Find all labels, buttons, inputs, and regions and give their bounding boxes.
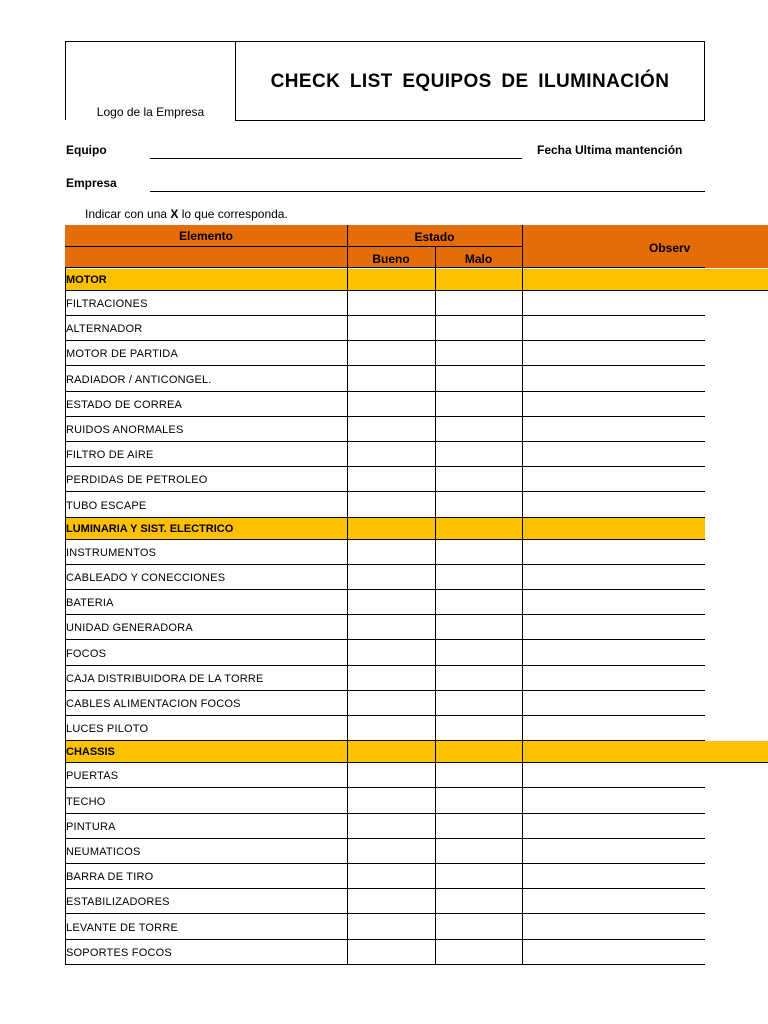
cell-bueno[interactable] — [348, 540, 435, 564]
table-row — [65, 839, 705, 864]
row-element-label: FOCOS — [66, 647, 107, 660]
row-element-label: PUERTAS — [66, 770, 119, 783]
cell-observ[interactable] — [523, 417, 705, 441]
cell-observ[interactable] — [523, 864, 705, 888]
cell-observ[interactable] — [523, 814, 705, 838]
table-row — [65, 814, 705, 839]
row-element-label: PINTURA — [66, 820, 116, 833]
table-row — [65, 691, 705, 716]
row-element-label: TECHO — [66, 795, 106, 808]
cell-malo[interactable] — [436, 666, 522, 690]
equipo-label: Equipo — [66, 143, 107, 157]
cell-bueno[interactable] — [348, 839, 435, 863]
cell-observ[interactable] — [523, 641, 705, 665]
row-element-label: LUCES PILOTO — [66, 723, 149, 736]
cell-observ[interactable] — [523, 666, 705, 690]
table-row — [65, 889, 705, 914]
row-element-label: ESTADO DE CORREA — [66, 398, 183, 411]
table-row — [65, 417, 705, 442]
cell-observ[interactable] — [523, 615, 705, 639]
cell-malo[interactable] — [436, 417, 522, 441]
empresa-field[interactable] — [150, 191, 705, 192]
cell-malo[interactable] — [436, 940, 522, 964]
section-title: MOTOR — [66, 274, 107, 286]
header-bottom-rule — [235, 120, 705, 121]
cell-bueno[interactable] — [348, 666, 435, 690]
row-element-label: TUBO ESCAPE — [66, 499, 147, 512]
grid-vline — [347, 268, 348, 965]
col-observ-header: Observ — [649, 241, 691, 255]
cell-observ[interactable] — [523, 341, 705, 365]
row-element-label: PERDIDAS DE PETROLEO — [66, 474, 208, 487]
section-row — [65, 518, 705, 540]
cell-bueno[interactable] — [348, 615, 435, 639]
table-row — [65, 467, 705, 492]
cell-bueno[interactable] — [348, 814, 435, 838]
table-row — [65, 493, 705, 518]
cell-observ[interactable] — [523, 565, 705, 589]
table-row — [65, 291, 705, 316]
row-element-label: RADIADOR / ANTICONGEL. — [66, 373, 212, 386]
table-row — [65, 915, 705, 940]
grid-vline — [65, 268, 66, 965]
cell-observ[interactable] — [523, 940, 705, 964]
cell-malo[interactable] — [436, 641, 522, 665]
col-bueno-header: Bueno — [372, 252, 410, 266]
table-row — [65, 864, 705, 889]
row-element-label: ALTERNADOR — [66, 323, 143, 336]
header-vline-1 — [347, 225, 348, 268]
cell-malo[interactable] — [436, 493, 522, 517]
empresa-label: Empresa — [66, 176, 117, 190]
cell-observ[interactable] — [523, 691, 705, 715]
table-row — [65, 716, 705, 741]
cell-malo[interactable] — [436, 716, 522, 740]
cell-bueno[interactable] — [348, 940, 435, 964]
section-row — [65, 269, 768, 291]
row-element-label: FILTRACIONES — [66, 298, 148, 310]
cell-malo[interactable] — [436, 864, 522, 888]
cell-bueno[interactable] — [348, 341, 435, 365]
cell-bueno[interactable] — [348, 291, 435, 315]
cell-malo[interactable] — [436, 341, 522, 365]
cell-malo[interactable] — [436, 789, 522, 813]
grid-vline — [435, 268, 436, 965]
cell-malo[interactable] — [436, 291, 522, 315]
row-element-label: BARRA DE TIRO — [66, 871, 154, 884]
cell-bueno[interactable] — [348, 467, 435, 491]
cell-bueno[interactable] — [348, 716, 435, 740]
cell-bueno[interactable] — [348, 864, 435, 888]
row-element-label: MOTOR DE PARTIDA — [66, 348, 178, 361]
cell-bueno[interactable] — [348, 493, 435, 517]
cell-bueno[interactable] — [348, 641, 435, 665]
table-row — [65, 565, 705, 590]
grid-vline — [522, 268, 523, 965]
cell-malo[interactable] — [436, 615, 522, 639]
header-divider — [65, 246, 522, 247]
cell-observ[interactable] — [523, 889, 705, 913]
cell-observ[interactable] — [523, 839, 705, 863]
instruction-text: Indicar con una X lo que corresponda. — [85, 207, 288, 221]
row-element-label: BATERIA — [66, 597, 114, 610]
cell-bueno[interactable] — [348, 367, 435, 391]
col-estado-header: Estado — [414, 230, 455, 244]
cell-malo[interactable] — [436, 442, 522, 466]
cell-observ[interactable] — [523, 540, 705, 564]
equipo-field[interactable] — [150, 158, 522, 159]
cell-bueno[interactable] — [348, 763, 435, 787]
row-element-label: RUIDOS ANORMALES — [66, 424, 184, 436]
table-row — [65, 367, 705, 392]
table-row — [65, 442, 705, 467]
cell-observ[interactable] — [523, 590, 705, 614]
row-element-label: ESTABILIZADORES — [66, 896, 170, 909]
row-element-label: LEVANTE DE TORRE — [66, 921, 179, 934]
cell-bueno[interactable] — [348, 565, 435, 589]
cell-malo[interactable] — [436, 915, 522, 939]
row-element-label: INSTRUMENTOS — [66, 546, 157, 559]
header-vline-2 — [435, 246, 436, 268]
cell-observ[interactable] — [523, 467, 705, 491]
table-row — [65, 940, 705, 965]
cell-malo[interactable] — [436, 316, 522, 340]
row-element-label: CABLEADO Y CONECCIONES — [66, 572, 226, 584]
cell-malo[interactable] — [436, 814, 522, 838]
cell-bueno[interactable] — [348, 417, 435, 441]
cell-observ[interactable] — [523, 493, 705, 517]
cell-bueno[interactable] — [348, 915, 435, 939]
cell-bueno[interactable] — [348, 691, 435, 715]
row-element-label: SOPORTES FOCOS — [66, 946, 172, 959]
table-row — [65, 590, 705, 615]
cell-malo[interactable] — [436, 590, 522, 614]
cell-malo[interactable] — [436, 540, 522, 564]
instruction-mark: X — [170, 207, 179, 221]
cell-observ[interactable] — [523, 716, 705, 740]
cell-observ[interactable] — [523, 367, 705, 391]
cell-observ[interactable] — [523, 316, 705, 340]
table-row — [65, 540, 705, 565]
header-vline-3 — [522, 225, 523, 268]
table-row — [65, 641, 705, 666]
cell-observ[interactable] — [523, 442, 705, 466]
header-bottom-line — [65, 267, 705, 268]
section-row — [65, 741, 768, 763]
table-row — [65, 789, 705, 814]
table-row — [65, 316, 705, 341]
header-box — [65, 41, 705, 120]
cell-malo[interactable] — [436, 889, 522, 913]
row-element-label: CAJA DISTRIBUIDORA DE LA TORRE — [66, 672, 264, 685]
section-title: LUMINARIA Y SIST. ELECTRICO — [66, 522, 234, 535]
col-elemento-header: Elemento — [178, 229, 233, 243]
table-row — [65, 341, 705, 366]
cell-malo[interactable] — [436, 467, 522, 491]
cell-observ[interactable] — [523, 763, 705, 787]
cell-malo[interactable] — [436, 763, 522, 787]
cell-malo[interactable] — [436, 691, 522, 715]
cell-malo[interactable] — [436, 392, 522, 416]
row-element-label: UNIDAD GENERADORA — [66, 622, 193, 635]
fecha-label: Fecha Ultima mantención — [537, 143, 683, 157]
cell-malo[interactable] — [436, 367, 522, 391]
row-element-label: FILTRO DE AIRE — [66, 449, 154, 462]
cell-observ[interactable] — [523, 789, 705, 813]
row-element-label: CABLES ALIMENTACION FOCOS — [66, 698, 241, 710]
cell-observ[interactable] — [523, 291, 705, 315]
cell-malo[interactable] — [436, 565, 522, 589]
cell-malo[interactable] — [436, 839, 522, 863]
row-element-label: NEUMATICOS — [66, 846, 141, 858]
cell-bueno[interactable] — [348, 316, 435, 340]
cell-bueno[interactable] — [348, 392, 435, 416]
cell-bueno[interactable] — [348, 889, 435, 913]
cell-observ[interactable] — [523, 915, 705, 939]
section-title: CHASSIS — [66, 746, 115, 759]
cell-bueno[interactable] — [348, 590, 435, 614]
cell-bueno[interactable] — [348, 789, 435, 813]
table-row — [65, 392, 705, 417]
table-row — [65, 615, 705, 640]
table-row — [65, 666, 705, 691]
logo-placeholder — [66, 42, 236, 121]
cell-bueno[interactable] — [348, 442, 435, 466]
table-row — [65, 763, 705, 788]
logo-label: Logo de la Empresa — [96, 105, 205, 119]
page-title: CHECK LIST EQUIPOS DE ILUMINACIÓN — [270, 70, 670, 92]
cell-observ[interactable] — [523, 392, 705, 416]
col-malo-header: Malo — [464, 252, 493, 266]
